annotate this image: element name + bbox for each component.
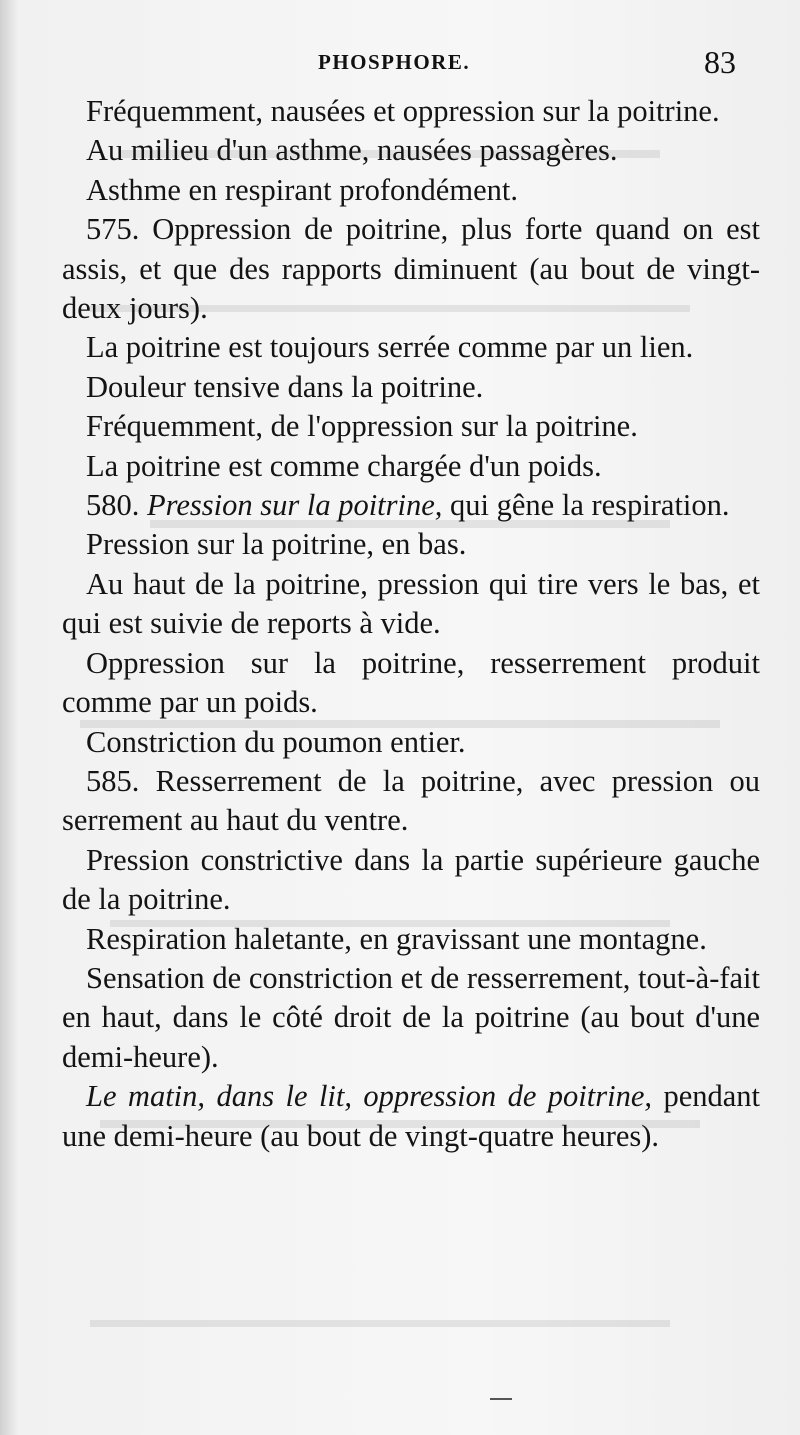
paragraph-italic-lead: Le matin, dans le lit, oppression de poitrine, — [86, 1079, 652, 1114]
paragraph — [62, 368, 760, 407]
paragraph-number: 585. — [86, 763, 140, 798]
paragraph-text: qui gêne la respiration. — [450, 488, 730, 523]
running-head — [0, 44, 800, 84]
paragraph-text: Respiration haletante, en gravissant une montagne. — [86, 921, 707, 956]
paragraph-text: Constriction du poumon entier. — [86, 724, 466, 759]
paragraph-text: Au milieu d'un asthme, nausées passagères. — [86, 133, 618, 168]
paragraph — [62, 210, 760, 328]
paragraph-text: Fréquemment, nausées et oppression sur la poitrine. — [86, 94, 720, 128]
paragraph-italic-lead: Pression sur la poitrine, — [147, 488, 443, 523]
paragraph-text: Sensation de constriction et de resserrement, tout-à-fait en haut, dans le côté droit de la poitrine (au bout d'une demi-heure). — [62, 960, 760, 1074]
paragraph-text: Asthme en respirant profondément. — [86, 172, 518, 207]
paragraph — [62, 486, 760, 525]
page-body — [62, 92, 760, 1156]
paragraph — [62, 723, 760, 762]
paragraph-text: Au haut de la poitrine, pression qui tire vers le bas, et qui est suivie de reports à vide. — [62, 566, 760, 641]
paragraph — [62, 407, 760, 446]
paragraph-text: Oppression sur la poitrine, resserrement produit comme par un poids. — [62, 645, 760, 720]
paragraph — [62, 920, 760, 959]
paragraph-text: Pression constrictive dans la partie supérieure gauche de la poitrine. — [62, 842, 760, 917]
paragraph-number: 575. — [86, 212, 140, 247]
paragraph-text: Resserrement de la poitrine, avec pression ou serrement au haut du ventre. — [62, 763, 760, 838]
running-title: PHOSPHORE. — [318, 50, 471, 74]
paragraph — [62, 171, 760, 210]
paragraph — [62, 644, 760, 723]
paragraph-number: 580. — [86, 488, 140, 523]
paragraph-text: Douleur tensive dans la poitrine. — [86, 369, 484, 404]
paragraph-text: La poitrine est toujours serrée comme par un lien. — [86, 330, 694, 365]
paragraph-text: Fréquemment, de l'oppression sur la poitrine. — [86, 409, 638, 444]
paragraph-text: Oppression de poitrine, plus forte quand on est assis, et que des rapports diminuent (au bout de vingt-deux jours). — [62, 212, 761, 326]
paragraph — [62, 131, 760, 170]
paragraph — [62, 1077, 760, 1156]
paragraph — [62, 92, 760, 131]
paragraph — [62, 959, 760, 1077]
paragraph-text: pendant une demi-heure (au bout de vingt-quatre heures). — [62, 1079, 760, 1153]
paragraph-text: Pression sur la poitrine, en bas. — [86, 527, 467, 562]
paragraph — [62, 762, 760, 841]
paragraph — [62, 841, 760, 920]
footer-rule — [490, 1398, 512, 1400]
paragraph-text: La poitrine est comme chargée d'un poids. — [86, 448, 602, 483]
paragraph — [62, 525, 760, 564]
paragraph — [62, 328, 760, 367]
page-number: 83 — [704, 44, 736, 80]
paragraph — [62, 565, 760, 644]
paragraph — [62, 447, 760, 486]
